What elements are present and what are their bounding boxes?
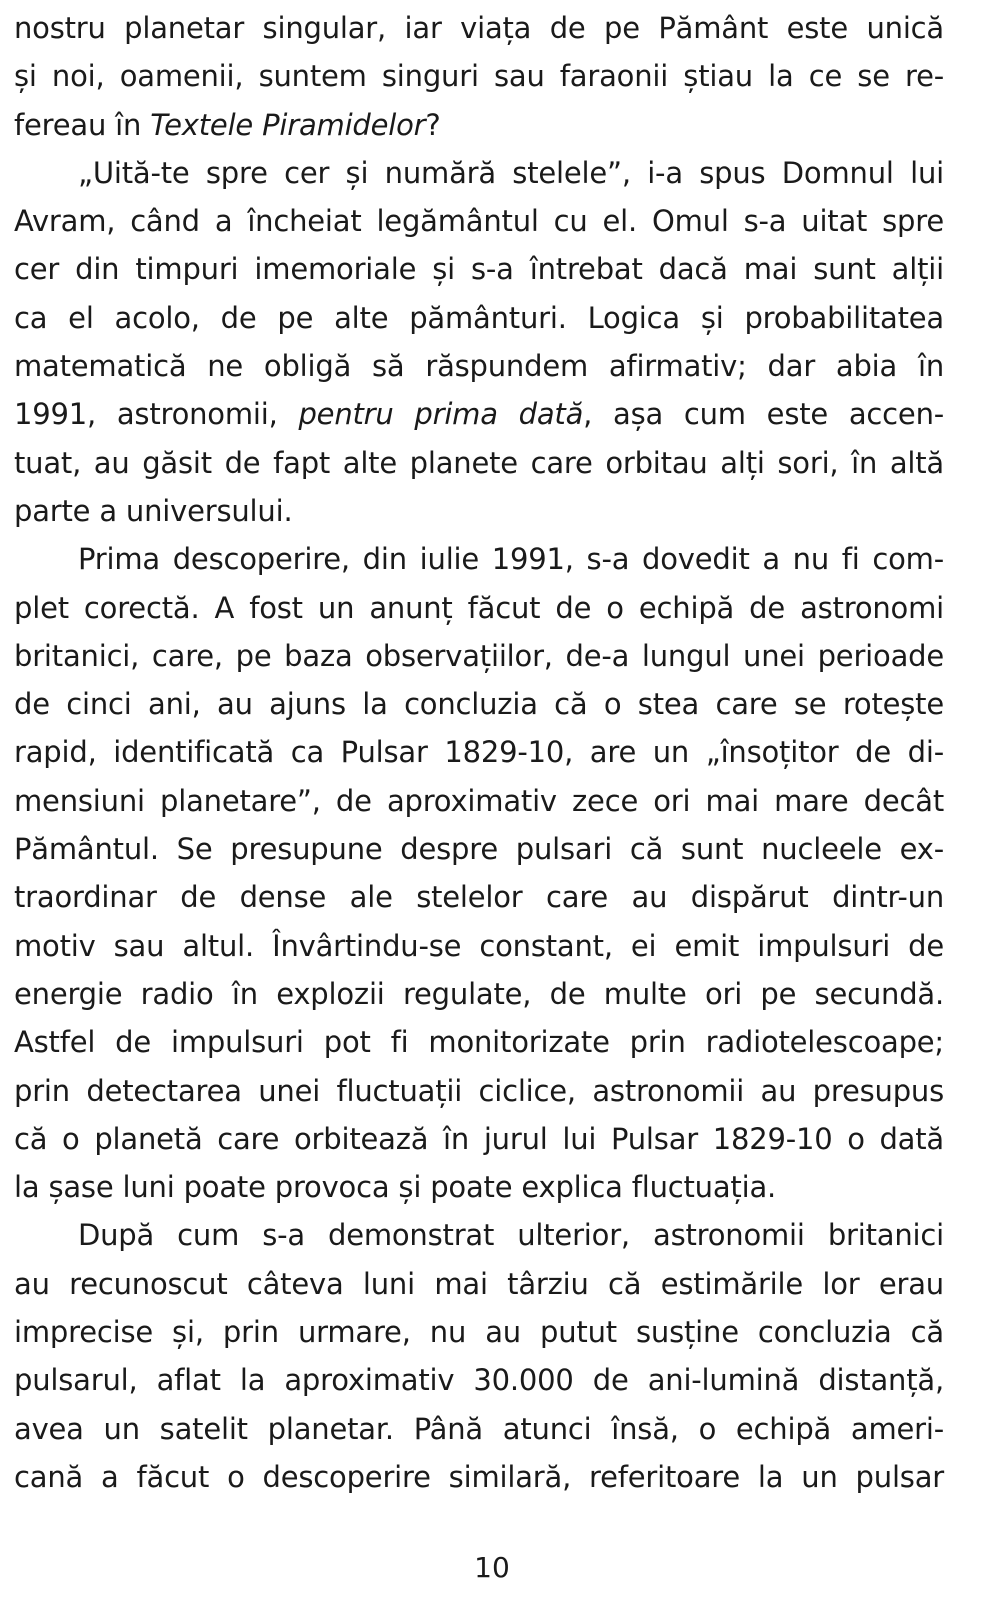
text-segment: rapid, identificată ca Pulsar 1829-10, are un „însoțitor de di- bbox=[14, 735, 944, 770]
text-segment: 1991, astronomii, bbox=[14, 397, 299, 432]
text-segment: cană a făcut o descoperire similară, referitoare la un pulsar bbox=[14, 1459, 944, 1494]
text-line bbox=[14, 197, 944, 245]
text-segment: motiv sau altul. Învârtindu-se constant, ei emit impulsuri de bbox=[14, 928, 944, 963]
text-segment: Pământul. Se presupune despre pulsari că sunt nucleele ex- bbox=[14, 832, 944, 867]
text-line bbox=[14, 1356, 944, 1404]
text-line bbox=[14, 1211, 944, 1259]
text-line bbox=[14, 101, 944, 149]
text-segment: ca el acolo, de pe alte pământuri. Logica și probabilitatea bbox=[14, 300, 944, 335]
text-segment: avea un satelit planetar. Până atunci însă, o echipă ameri- bbox=[14, 1411, 944, 1446]
paragraph bbox=[14, 1211, 944, 1501]
text-line bbox=[14, 342, 944, 390]
italic-text: pentru prima dată bbox=[298, 397, 584, 432]
text-line bbox=[14, 390, 944, 438]
text-segment: cer din timpuri imemoriale și s-a întrebat dacă mai sunt alții bbox=[14, 252, 944, 287]
text-segment: fereau în bbox=[14, 107, 151, 142]
text-line bbox=[14, 680, 944, 728]
book-page-text bbox=[14, 4, 944, 1501]
paragraph bbox=[14, 535, 944, 1211]
text-segment: traordinar de dense ale stelelor care au dispărut dintr-un bbox=[14, 880, 944, 915]
text-line bbox=[14, 584, 944, 632]
text-line bbox=[14, 825, 944, 873]
text-line bbox=[14, 1453, 944, 1501]
text-segment: , așa cum este accen- bbox=[583, 397, 945, 432]
text-line bbox=[14, 1067, 944, 1115]
text-segment: După cum s-a demonstrat ulterior, astronomii britanici bbox=[78, 1218, 944, 1253]
text-segment: Prima descoperire, din iulie 1991, s-a dovedit a nu fi com- bbox=[78, 542, 944, 577]
text-line bbox=[14, 52, 944, 100]
paragraph bbox=[14, 149, 944, 535]
text-segment: plet corectă. A fost un anunț făcut de o echipă de astronomi bbox=[14, 590, 944, 625]
text-line bbox=[14, 922, 944, 970]
text-segment: la șase luni poate provoca și poate explica fluctuația. bbox=[14, 1170, 777, 1205]
text-line bbox=[14, 728, 944, 776]
text-segment: și noi, oamenii, suntem singuri sau faraonii știau la ce se re- bbox=[14, 59, 944, 94]
text-line bbox=[14, 149, 944, 197]
text-segment: că o planetă care orbitează în jurul lui Pulsar 1829-10 o dată bbox=[14, 1121, 944, 1156]
text-line bbox=[14, 1018, 944, 1066]
text-segment: Astfel de impulsuri pot fi monitorizate prin radiotelescoape; bbox=[14, 1025, 944, 1060]
text-line bbox=[14, 245, 944, 293]
text-segment: de cinci ani, au ajuns la concluzia că o stea care se rotește bbox=[14, 687, 944, 722]
text-line bbox=[14, 1405, 944, 1453]
text-segment: nostru planetar singular, iar viața de pe Pământ este unică bbox=[14, 11, 944, 45]
text-line bbox=[14, 873, 944, 921]
text-segment: imprecise și, prin urmare, nu au putut susține concluzia că bbox=[14, 1315, 944, 1350]
text-line bbox=[14, 294, 944, 342]
text-segment: au recunoscut câteva luni mai târziu că estimările lor erau bbox=[14, 1266, 944, 1301]
text-line bbox=[14, 1163, 944, 1211]
text-line bbox=[14, 1115, 944, 1163]
text-segment: „Uită-te spre cer și numără stelele”, i-a spus Domnul lui bbox=[78, 155, 944, 190]
text-segment: ? bbox=[425, 107, 441, 142]
text-segment: Avram, când a încheiat legământul cu el. Omul s-a uitat spre bbox=[14, 204, 944, 239]
text-line bbox=[14, 632, 944, 680]
page-number: 10 bbox=[474, 1551, 510, 1584]
text-line bbox=[14, 487, 944, 535]
italic-text: Textele Piramidelor bbox=[150, 107, 426, 142]
paragraph bbox=[14, 4, 944, 149]
text-segment: parte a universului. bbox=[14, 493, 293, 528]
text-line bbox=[14, 970, 944, 1018]
text-segment: energie radio în explozii regulate, de multe ori pe secundă. bbox=[14, 976, 944, 1011]
text-line bbox=[14, 439, 944, 487]
text-segment: tuat, au găsit de fapt alte planete care orbitau alți sori, în altă bbox=[14, 445, 944, 480]
text-line bbox=[14, 1308, 944, 1356]
text-segment: mensiuni planetare”, de aproximativ zece ori mai mare decât bbox=[14, 783, 944, 818]
text-line bbox=[14, 535, 944, 583]
text-segment: britanici, care, pe baza observațiilor, de-a lungul unei perioade bbox=[14, 638, 944, 673]
text-segment: matematică ne obligă să răspundem afirmativ; dar abia în bbox=[14, 349, 944, 384]
text-line bbox=[14, 1260, 944, 1308]
text-line bbox=[14, 4, 944, 52]
text-line bbox=[14, 777, 944, 825]
text-segment: prin detectarea unei fluctuații ciclice, astronomii au presupus bbox=[14, 1073, 944, 1108]
text-segment: pulsarul, aflat la aproximativ 30.000 de ani-lumină distanță, bbox=[14, 1363, 944, 1398]
